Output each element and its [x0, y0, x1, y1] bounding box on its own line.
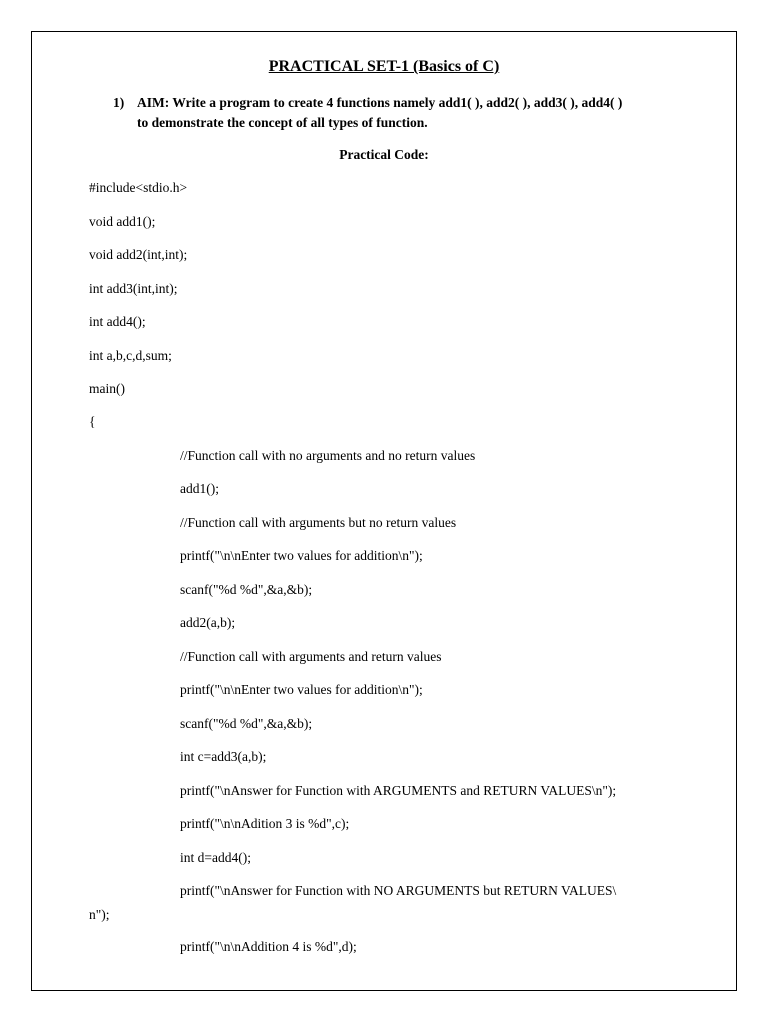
code-line: n"); [89, 907, 110, 922]
code-line: int a,b,c,d,sum; [89, 348, 172, 363]
code-line: scanf("%d %d",&a,&b); [180, 582, 313, 597]
code-line: printf("\n\nAddition 4 is %d",d); [180, 939, 357, 954]
code-line: add2(a,b); [180, 615, 236, 630]
code-line: void add1(); [89, 214, 156, 229]
code-line: void add2(int,int); [89, 247, 188, 262]
aim-label: AIM [137, 95, 165, 110]
code-line: int add4(); [89, 314, 146, 329]
code-line: { [89, 414, 96, 429]
code-line: add1(); [180, 481, 219, 496]
page-border [31, 31, 737, 991]
code-line: printf("\nAnswer for Function with NO ARGUMENTS but RETURN VALUES\ [180, 883, 617, 898]
code-line: printf("\n\nEnter two values for addition\n"); [180, 682, 423, 697]
code-line: printf("\n\nEnter two values for addition\n"); [180, 548, 423, 563]
aim-number: 1) [113, 95, 125, 110]
document-title: PRACTICAL SET-1 (Basics of C) [268, 58, 500, 75]
aim-line-2: to demonstrate the concept of all types of function. [137, 115, 428, 130]
code-line: #include<stdio.h> [89, 180, 188, 195]
aim-line-1: : Write a program to create 4 functions namely add1( ), add2( ), add3( ), add4( ) [164, 95, 623, 110]
aim-text [137, 93, 707, 133]
code-line: //Function call with no arguments and no return values [180, 448, 476, 463]
code-heading: Practical Code: [339, 147, 429, 162]
code-line: //Function call with arguments but no return values [180, 515, 457, 530]
code-line: main() [89, 381, 125, 396]
code-line: int c=add3(a,b); [180, 749, 267, 764]
code-line: scanf("%d %d",&a,&b); [180, 716, 313, 731]
code-line: //Function call with arguments and return values [180, 649, 442, 664]
code-line: printf("\nAnswer for Function with ARGUMENTS and RETURN VALUES\n"); [180, 783, 617, 798]
code-line: printf("\n\nAdition 3 is %d",c); [180, 816, 350, 831]
code-line: int d=add4(); [180, 850, 251, 865]
code-line: int add3(int,int); [89, 281, 178, 296]
